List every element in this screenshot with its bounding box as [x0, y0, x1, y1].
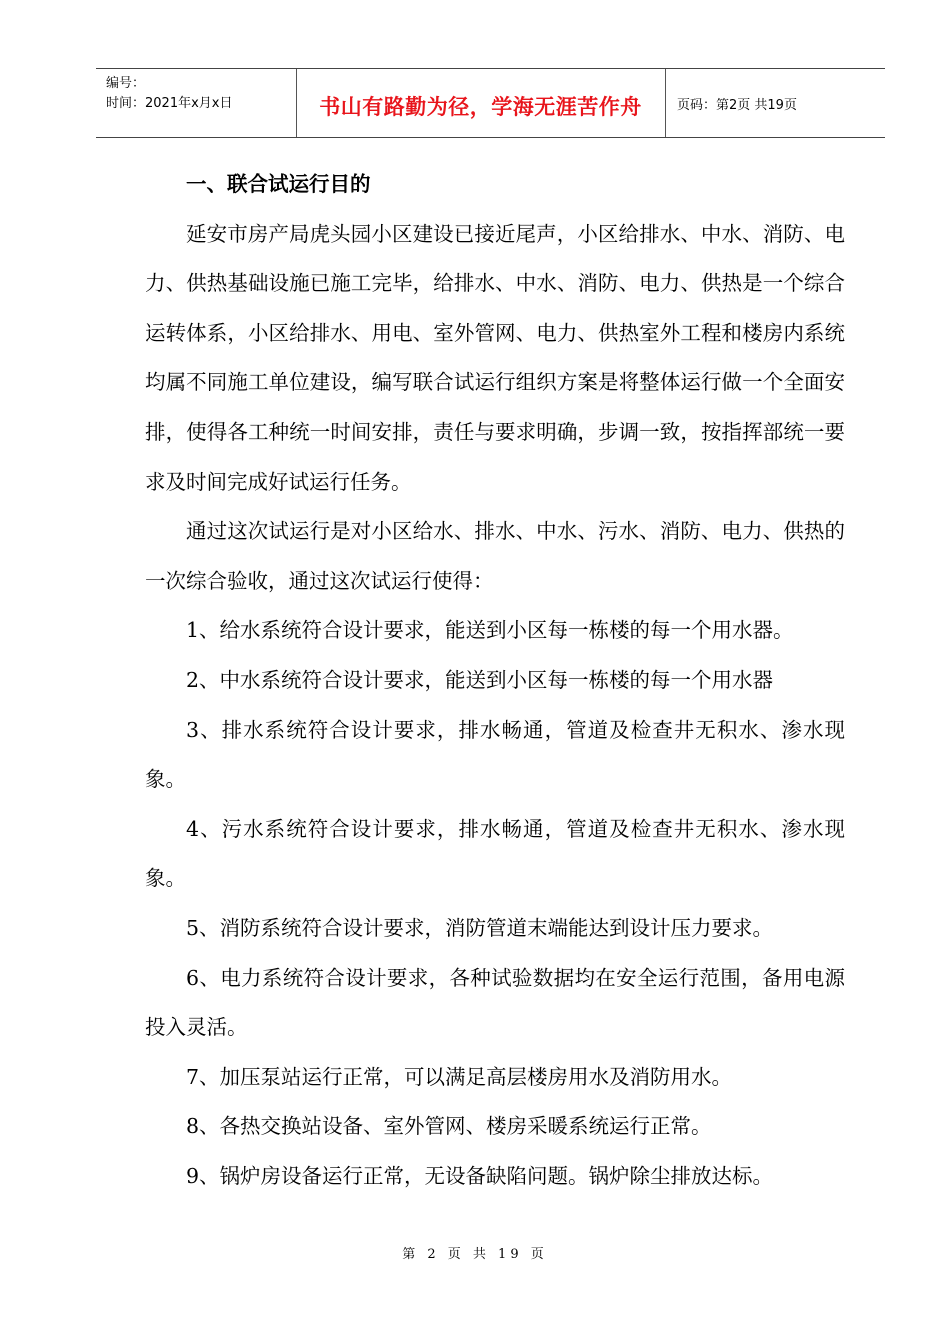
list-item-4: 4、污水系统符合设计要求，排水畅通，管道及检查井无积水、渗水现象。 — [145, 816, 845, 891]
list-item-2: 2、中水系统符合设计要求，能送到小区每一栋楼的每一个用水器 — [186, 667, 774, 692]
header-meta-cell — [96, 69, 297, 137]
paragraph-purpose: 通过这次试运行是对小区给水、排水、中水、污水、消防、电力、供热的一次综合验收，通过这次试运行使得： — [145, 519, 845, 593]
list-item-3: 3、排水系统符合设计要求，排水畅通，管道及检查井无积水、渗水现象。 — [145, 717, 845, 792]
paragraph-intro: 延安市房产局虎头园小区建设已接近尾声，小区给排水、中水、消防、电力、供热基础设施已施工完毕，给排水、中水、消防、电力、供热是一个综合运转体系，小区给排水、用电、室外管网、电力、供热室外工程和楼房内系统均属不同施工单位建设，编写联合试运行组织方案是将整体运行做一个全面安排，使得各工种统一时间安排，责任与要求明确，步调一致，按指挥部统一要求及时间完成好试运行任务。 — [145, 221, 845, 494]
number-label: 编号： — [106, 76, 146, 91]
time-label: 时间：2021年x月x日 — [106, 96, 233, 111]
header-motto-cell — [296, 69, 666, 137]
list-item-1: 1、给水系统符合设计要求，能送到小区每一栋楼的每一个用水器。 — [186, 618, 794, 643]
page-footer: 第 2 页 共 19 页 — [402, 1247, 548, 1262]
section-heading: 一、联合试运行目的 — [186, 172, 371, 196]
header-motto: 书山有路勤为径，学海无涯苦作舟 — [319, 95, 642, 119]
list-item-8: 8、各热交换站设备、室外管网、楼房采暖系统运行正常。 — [186, 1114, 712, 1139]
list-item-5: 5、消防系统符合设计要求，消防管道末端能达到设计压力要求。 — [186, 915, 774, 940]
list-item-6: 6、电力系统符合设计要求，各种试验数据均在安全运行范围，备用电源投入灵活。 — [145, 965, 845, 1040]
list-item-9: 9、锅炉房设备运行正常，无设备缺陷问题。锅炉除尘排放达标。 — [186, 1163, 774, 1188]
document-body — [145, 160, 845, 1201]
list-item-7: 7、加压泵站运行正常，可以满足高层楼房用水及消防用水。 — [186, 1064, 733, 1089]
header-page-label: 页码：第2页 共19页 — [677, 98, 797, 113]
header-page-cell — [665, 69, 885, 137]
document-header — [96, 68, 885, 138]
